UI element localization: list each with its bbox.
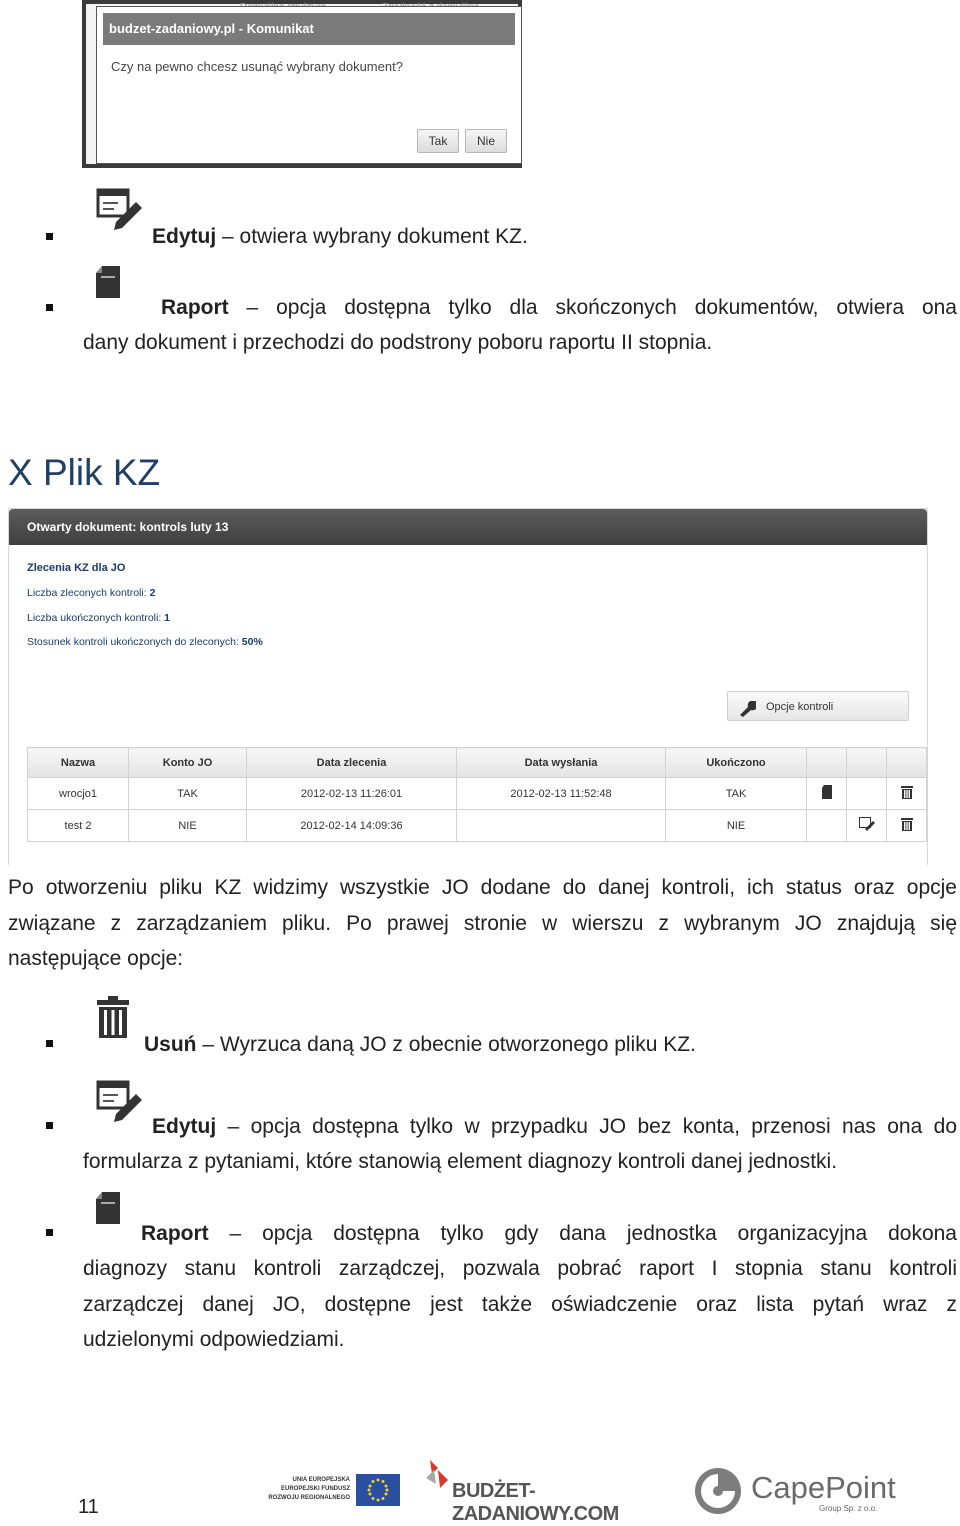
- empty-cell: [807, 810, 847, 842]
- cell-ordered: 2012-02-14 14:09:36: [247, 810, 457, 842]
- capepoint-mark-icon: [693, 1466, 743, 1516]
- bullet-text-continuation: diagnozy stanu kontroli zarządczej, pozwala pobrać raport I stopnia stanu kontroli: [83, 1257, 957, 1280]
- cell-ordered: 2012-02-13 11:26:01: [247, 778, 457, 810]
- no-button[interactable]: Nie: [465, 129, 507, 153]
- column-header[interactable]: Nazwa: [28, 748, 129, 778]
- bullet-marker: [46, 1122, 53, 1129]
- cell-sent: [457, 810, 666, 842]
- term-report: Raport: [141, 1222, 209, 1245]
- bullet-text: Raport – opcja dostępna tylko dla skończonych dokumentów, otwiera ona: [161, 296, 957, 319]
- term-edit: Edytuj: [152, 1115, 217, 1138]
- column-header[interactable]: Konto JO: [129, 748, 247, 778]
- stat-ratio: Stosunek kontroli ukończonych do zleconych: 50%: [27, 636, 263, 648]
- paragraph-line: związane z zarządzaniem pliku. Po prawej stronie w wierszu z wybranym JO znajdują się: [8, 912, 957, 935]
- term-edit: Edytuj: [152, 225, 217, 248]
- budzet-mark-icon: [424, 1458, 454, 1490]
- stat-ordered: Liczba zleconych kontroli: 2: [27, 587, 156, 599]
- jo-table: [27, 747, 927, 842]
- bullet-marker: [46, 304, 53, 311]
- bullet-text-continuation: formularza z pytaniami, które stanowią element diagnozy kontroli danej jednostki.: [83, 1150, 838, 1173]
- empty-cell: [847, 778, 887, 810]
- dialog-title: budzet-zadaniowy.pl - Komunikat: [103, 13, 515, 45]
- paragraph-line: następujące opcje:: [8, 947, 184, 970]
- column-header-blank: [847, 748, 887, 778]
- cell-name: test 2: [28, 810, 129, 842]
- edit-icon: [96, 188, 144, 235]
- trash-icon[interactable]: [887, 778, 927, 810]
- report-icon: [94, 1190, 126, 1233]
- budzet-zadaniowy-logo: BUDŻET-ZADANIOWY.COM: [424, 1458, 684, 1508]
- column-header-blank: [807, 748, 847, 778]
- confirm-dialog: [96, 6, 522, 164]
- cell-account: TAK: [129, 778, 247, 810]
- page-number: 11: [78, 1496, 99, 1518]
- bullet-text-continuation: zarządczej danej JO, dostępne jest także oświadczenie oraz lista pytań wraz z: [83, 1293, 957, 1316]
- eu-flag-icon: [356, 1474, 400, 1506]
- term-report: Raport: [161, 296, 229, 319]
- edit-icon[interactable]: [847, 810, 887, 842]
- section-heading: X Plik KZ: [8, 452, 161, 493]
- bullet-marker: [46, 233, 53, 240]
- table-row: [28, 810, 927, 842]
- wrench-icon: [738, 699, 756, 729]
- cell-done: NIE: [666, 810, 807, 842]
- options-button[interactable]: [727, 691, 909, 721]
- section-title: Zlecenia KZ dla JO: [27, 562, 126, 574]
- bullet-marker: [46, 1040, 53, 1047]
- table-header-row: [28, 748, 927, 778]
- bullet-text: Edytuj – opcja dostępna tylko w przypadku JO bez konta, przenosi nas ona do: [152, 1115, 957, 1138]
- term-delete: Usuń: [144, 1033, 197, 1056]
- options-button-label: Opcje kontroli: [766, 701, 834, 713]
- cell-done: TAK: [666, 778, 807, 810]
- bullet-text-continuation: udzielonymi odpowiedziami.: [83, 1328, 345, 1351]
- bullet-text: Raport – opcja dostępna tylko gdy dana jednostka organizacyjna dokona: [141, 1222, 957, 1245]
- yes-button[interactable]: Tak: [417, 129, 459, 153]
- column-header-blank: [887, 748, 927, 778]
- paragraph-line: Po otworzeniu pliku KZ widzimy wszystkie JO dodane do danej kontroli, ich status oraz opcje: [8, 876, 957, 899]
- cell-name: wrocjo1: [28, 778, 129, 810]
- cell-account: NIE: [129, 810, 247, 842]
- document-header: Otwarty dokument: kontrols luty 13: [9, 509, 927, 545]
- dialog-message: Czy na pewno chcesz usunąć wybrany dokument?: [111, 59, 403, 74]
- trash-icon[interactable]: [887, 810, 927, 842]
- edit-icon: [96, 1080, 144, 1127]
- document-body: [9, 545, 927, 865]
- column-header[interactable]: Ukończono: [666, 748, 807, 778]
- report-icon: [94, 264, 126, 307]
- stat-completed: Liczba ukończonych kontroli: 1: [27, 612, 170, 624]
- column-header[interactable]: Data wysłania: [457, 748, 666, 778]
- bullet-text: Edytuj – otwiera wybrany dokument KZ.: [152, 225, 528, 248]
- bullet-text: Usuń – Wyrzuca daną JO z obecnie otworzonego pliku KZ.: [144, 1033, 696, 1056]
- eu-logo: UNIA EUROPEJSKA EUROPEJSKI FUNDUSZ ROZWOJU REGIONALNEGO: [262, 1474, 402, 1510]
- table-row: [28, 778, 927, 810]
- app-screenshot: [8, 508, 928, 865]
- bullet-marker: [46, 1229, 53, 1236]
- capepoint-logo: CapePoint Group Sp. z o.o.: [693, 1466, 893, 1518]
- bullet-text-continuation: dany dokument i przechodzi do podstrony poboru raportu II stopnia.: [83, 331, 713, 354]
- trash-icon: [96, 996, 130, 1043]
- report-icon[interactable]: [807, 778, 847, 810]
- cell-sent: 2012-02-13 11:52:48: [457, 778, 666, 810]
- column-header[interactable]: Data zlecenia: [247, 748, 457, 778]
